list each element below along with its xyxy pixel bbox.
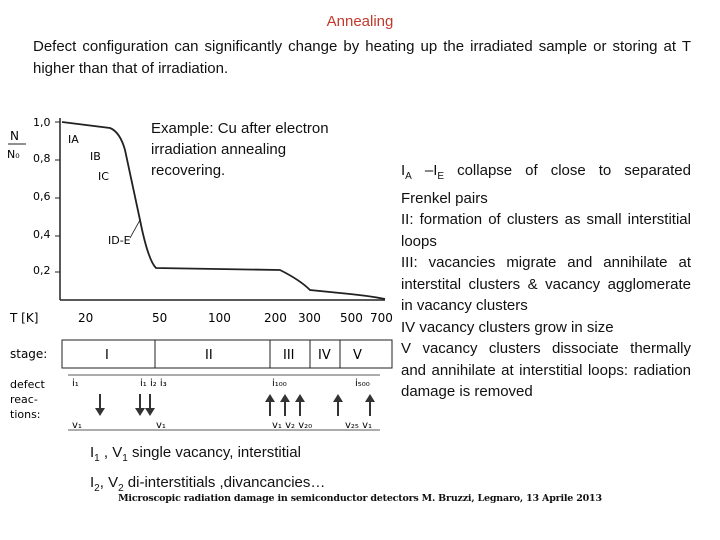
x-tick: 200	[264, 311, 287, 325]
curve-label-ia: IA	[68, 133, 79, 146]
page-title: Annealing	[326, 13, 394, 30]
curve-label-ib: IB	[90, 150, 101, 163]
reaction-top: i₅₀₀	[355, 378, 370, 389]
stage-item: II: formation of clusters as small interstitial loops	[401, 211, 691, 250]
defect-label: reac-	[10, 393, 38, 406]
curve-label-ic: IC	[98, 170, 109, 183]
reaction-bottom: v₁	[72, 420, 82, 431]
x-tick: 20	[78, 311, 94, 325]
stage-name: III	[283, 348, 295, 363]
stage-name: I	[105, 348, 109, 363]
reaction-top: i₁	[72, 378, 79, 389]
y-label-den: N₀	[7, 148, 20, 161]
x-tick: 300	[298, 311, 321, 325]
stage-label: stage:	[10, 347, 48, 361]
stage-item: $I_A$ $-I_E$ collapse of close to separated Frenkel pairs	[401, 162, 691, 207]
stage-name: V	[353, 348, 362, 363]
reaction-top: i₁₀₀	[272, 378, 287, 389]
reaction-bottom: v₂₅ v₁	[345, 420, 373, 431]
y-tick: 0,4	[33, 228, 51, 241]
stage-item: V vacancy clusters dissociate thermally and annihilate at interstitial loops: radiation damage is removed	[401, 340, 691, 400]
y-tick: 0,8	[33, 152, 51, 165]
x-tick: 500	[340, 311, 363, 325]
stage-name: IV	[318, 348, 331, 363]
notes	[90, 441, 325, 501]
y-label-num: N	[10, 129, 19, 143]
stage-name: II	[205, 348, 213, 363]
x-tick: 50	[152, 311, 168, 325]
x-tick: 700	[370, 311, 393, 325]
example-caption: Example: Cu after electron irradiation annealing recovering.	[151, 118, 361, 181]
footer-citation: Microscopic radiation damage in semiconductor detectors M. Bruzzi, Legnaro, 13 Aprile 2013	[118, 493, 602, 504]
reaction-bottom: v₁	[156, 420, 166, 431]
reaction-bottom: v₁ v₂ v₂₀	[272, 420, 313, 431]
note-line: $I_1$ , $V_1$ single vacancy, interstitial	[90, 444, 301, 464]
x-label: T [K]	[10, 311, 39, 325]
curve-label-ide: ID-E	[108, 234, 131, 247]
defect-label: tions:	[10, 408, 41, 421]
stage-item: III: vacancies migrate and annihilate at interstital clusters & vacancy agglomerate in vacancy clusters	[401, 254, 691, 314]
reaction-top: i₁ i₂ i₃	[140, 378, 167, 389]
reaction-arrows	[95, 394, 375, 416]
y-tick: 1,0	[33, 116, 51, 129]
defect-label: defect	[10, 378, 45, 391]
x-tick: 100	[208, 311, 231, 325]
y-tick: 0,2	[33, 264, 51, 277]
note-line: $I_2$, $V_2$ di-interstitials ,divancancies…	[90, 474, 326, 494]
stage-descriptions	[401, 160, 691, 403]
y-tick: 0,6	[33, 190, 51, 203]
stage-item: IV vacancy clusters grow in size	[401, 318, 614, 336]
intro-text: Defect configuration can significantly change by heating up the irradiated sample or storing at T higher than that of irradiation.	[33, 38, 691, 77]
